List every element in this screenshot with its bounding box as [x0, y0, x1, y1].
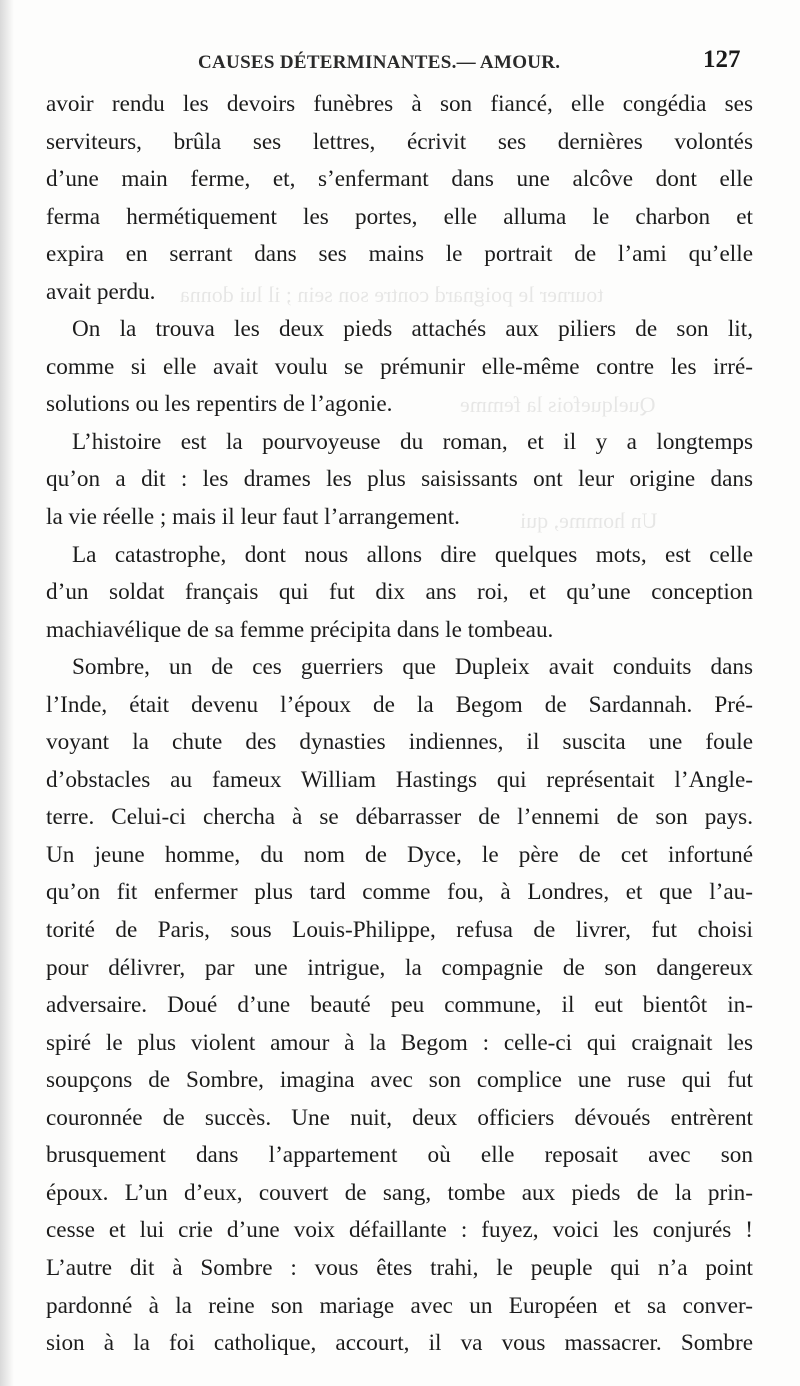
text-line: Sombre, un de ces guerriers que Dupleix avait conduits dans [72, 654, 753, 681]
text-line: ferma hermétiquement les portes, elle alluma le charbon et [46, 203, 753, 230]
text-line: sion à la foi catholique, accourt, il va vous massacrer. Sombre [46, 1330, 753, 1357]
show-through-text: tourner le poignard contre son sein ; il lui donna [180, 282, 604, 307]
text-line: pardonné à la reine son mariage avec un Européen et sa conver- [46, 1292, 753, 1319]
text-line: machiavélique de sa femme précipita dans le tombeau. [46, 616, 554, 643]
page-header [0, 42, 800, 76]
text-line: qu’on a dit : les drames les plus saisissants ont leur origine dans [46, 466, 753, 493]
text-line: couronnée de succès. Une nuit, deux officiers dévoués entrèrent [46, 1104, 753, 1131]
text-line: On la trouva les deux pieds attachés aux piliers de son lit, [72, 316, 753, 343]
text-line: d’obstacles au fameux William Hastings qui représentait l’Angle- [46, 766, 753, 793]
text-line: L’histoire est la pourvoyeuse du roman, et il y a longtemps [72, 428, 753, 455]
show-through-text: Un homme, qui [520, 508, 658, 533]
text-line: qu’on fit enfermer plus tard comme fou, à Londres, et que l’au- [46, 879, 753, 906]
text-line: terre. Celui-ci chercha à se débarrasser de l’ennemi de son pays. [46, 804, 753, 831]
text-line: la vie réelle ; mais il leur faut l’arrangement. [46, 504, 460, 531]
text-line: d’une main ferme, et, s’enfermant dans une alcôve dont elle [46, 166, 753, 193]
text-line: brusquement dans l’appartement où elle reposait avec son [46, 1142, 753, 1169]
text-line: torité de Paris, sous Louis-Philippe, refusa de livrer, fut choisi [46, 917, 753, 944]
text-line: cesse et lui crie d’une voix défaillante : fuyez, voici les conjurés ! [46, 1217, 753, 1244]
text-line: l’Inde, était devenu l’époux de la Begom de Sardannah. Pré- [46, 691, 753, 718]
text-line: soupçons de Sombre, imagina avec son complice une ruse qui fut [46, 1067, 753, 1094]
text-line: adversaire. Doué d’une beauté peu commune, il eut bientôt in- [46, 992, 753, 1019]
text-line: spiré le plus violent amour à la Begom : celle-ci qui craignait les [46, 1029, 753, 1056]
text-line: avait perdu. [46, 278, 156, 305]
text-line: époux. L’un d’eux, couvert de sang, tombe aux pieds de la prin- [46, 1179, 753, 1206]
text-line: avoir rendu les devoirs funèbres à son fiancé, elle congédia ses [46, 91, 753, 117]
text-line: solutions ou les repentirs de l’agonie. [46, 391, 393, 418]
text-line: La catastrophe, dont nous allons dire quelques mots, est celle [72, 541, 753, 568]
text-line: d’un soldat français qui fut dix ans roi, et qu’une conception [46, 579, 753, 606]
text-line: L’autre dit à Sombre : vous êtes trahi, le peuple qui n’a point [46, 1254, 753, 1281]
running-title: CAUSES DÉTERMINANTES.— AMOUR. [198, 52, 561, 73]
page-number: 127 [703, 46, 741, 73]
show-through-text: Quelquefois la femme [460, 392, 656, 417]
text-line: expira en serrant dans ses mains le portrait de l’ami qu’elle [46, 241, 753, 268]
text-line: serviteurs, brûla ses lettres, écrivit ses dernières volontés [46, 128, 753, 155]
body-text [46, 86, 753, 1363]
text-line: comme si elle avait voulu se prémunir elle-même contre les irré- [46, 353, 753, 380]
text-line: pour délivrer, par une intrigue, la compagnie de son dangereux [46, 954, 753, 981]
text-line: voyant la chute des dynasties indiennes, il suscita une foule [46, 729, 753, 756]
text-line: Un jeune homme, du nom de Dyce, le père de cet infortuné [46, 841, 753, 868]
